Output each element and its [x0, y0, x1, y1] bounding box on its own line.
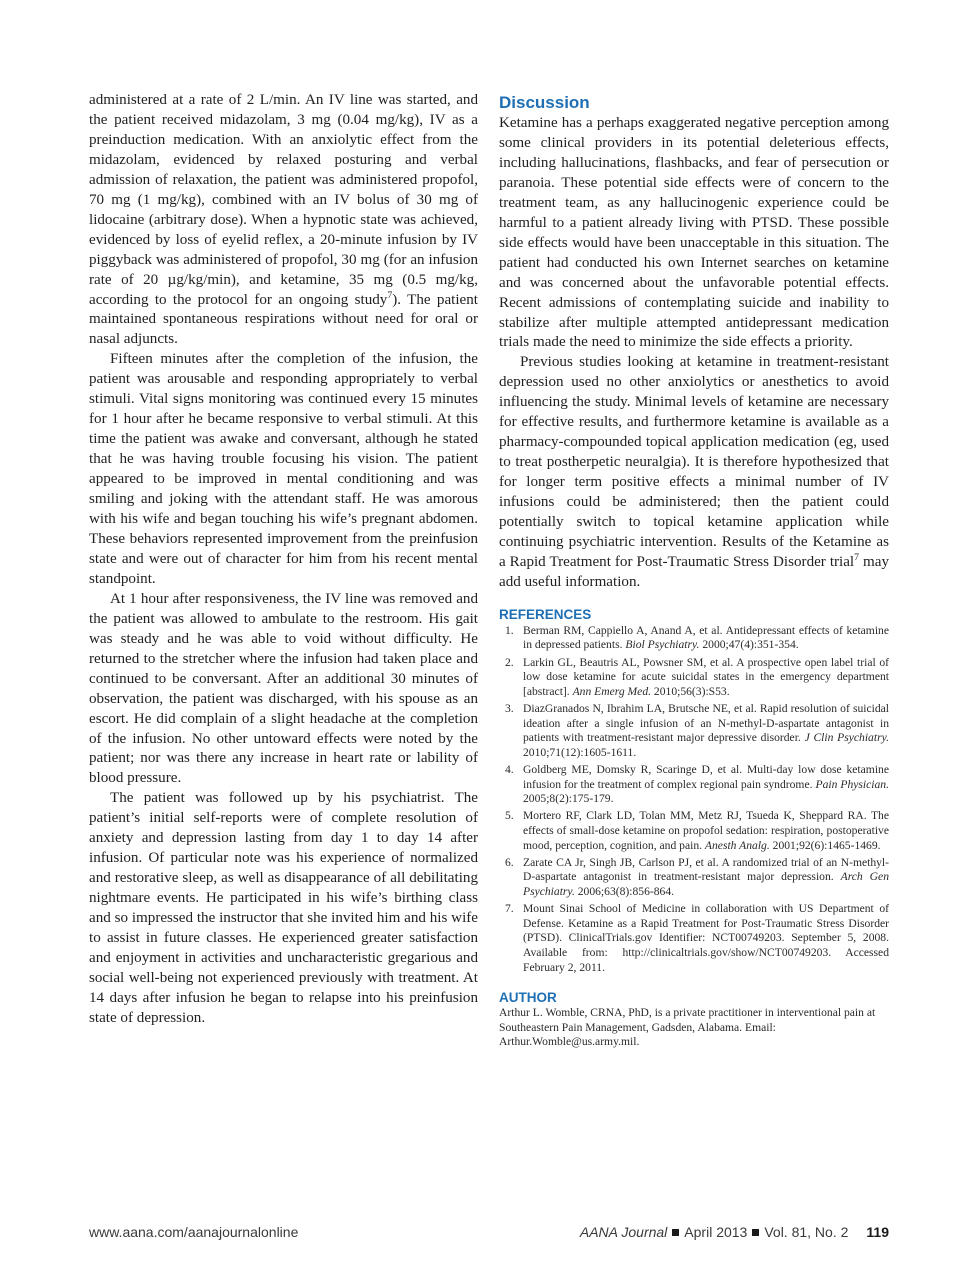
footer-citation — [580, 1224, 889, 1240]
reference-item: 2. Larkin GL, Beautris AL, Powsner SM, et al. A prospective open label trial of low dose ketamine for acute suicidal states in the emergency department [abstract]. Ann Emerg Med. 2010;56(3):S53. — [505, 655, 889, 698]
body-paragraph: administered at a rate of 2 L/min. An IV line was started, and the patient received midazolam, 3 mg (0.04 mg/kg), IV as a preinduction medication. With an anxiolytic effect from the midazolam, evidenced by relaxed posturing and verbal admission of relaxation, the patient was administered propofol, 70 mg (1 mg/kg), combined with an IV bolus of 30 mg of lidocaine (arbitrary dose). When a hypnotic state was achieved, evidenced by loss of eyelid reflex, a 20-minute infusion by IV piggyback was administered of propofol, 30 mg (for an infusion rate of 20 µg/kg/min), and ketamine, 35 mg (0.5 mg/kg, according to the protocol for an ongoing study$^7$). The patient maintained spontaneous respirations without need for oral or nasal adjuncts. — [89, 92, 478, 348]
footer-journal: AANA Journal — [579, 1224, 668, 1240]
discussion-heading: Discussion — [499, 93, 590, 112]
square-bullet-icon — [752, 1229, 759, 1236]
author-bio: Arthur L. Womble, CRNA, PhD, is a private practitioner in interventional pain at Southeastern Pain Management, Gadsden, Alabama. Email: Arthur.Womble@us.army.mil. — [499, 1006, 876, 1049]
footer-date: April 2013 — [684, 1224, 748, 1240]
reference-item: 3. DiazGranados N, Ibrahim LA, Brutsche NE, et al. Rapid resolution of suicidal ideation after a single infusion of an N-methyl-D-aspartate antagonist in patients with treatment-resistant major depressive disorder. J Clin Psychiatry. 2010;71(12):1605-1611. — [505, 702, 889, 759]
right-column — [499, 91, 889, 1050]
square-bullet-icon — [672, 1229, 679, 1236]
left-column — [89, 91, 478, 1029]
reference-item: 1. Berman RM, Cappiello A, Anand A, et al. Antidepressant effects of ketamine in depressed patients. Biol Psychiatry. 2000;47(4):351-354. — [505, 623, 889, 652]
page-footer — [89, 1224, 889, 1242]
discussion-paragraph: Ketamine has a perhaps exaggerated negative perception among some clinical providers in its potential deleterious effects, including hallucinations, flashbacks, and fear of persecution or paranoia. These potential side effects were of concern to the treatment team, as any hallucinogenic experience could be harmful to a patient already living with PTSD. These possible side effects would have been unacceptable in this situation. The patient had conducted his own Internet searches on ketamine and was concerned about the unfavorable potential effects. Recent admissions of contemplating suicide and inability to stabilize after multiple attempted antidepressant medication trials made the need to minimize the side effects a priority. — [499, 115, 889, 351]
references-heading: REFERENCES — [499, 606, 592, 622]
body-paragraph: The patient was followed up by his psychiatrist. The patient’s initial self-reports were of complete resolution of anxiety and depression lasting from day 1 to day 14 after infusion. Of particular note was his experience of normalized and restorative sleep, as well as disappearance of all debilitating nightmare events. He participated in his wife’s birthing class and so impressed the instructor that she invited him and his wife to assist in future classes. He experienced greater satisfaction and enjoyment in activities and uncharacteristic gregarious and social well-being not experienced previously with treatment. At 14 days after infusion he began to relapse into his preinfusion state of depression. — [89, 790, 478, 1026]
footer-url[interactable]: www.aana.com/aanajournalonline — [89, 1224, 299, 1240]
body-paragraph: At 1 hour after responsiveness, the IV line was removed and the patient was allowed to ambulate to the restroom. His gait was steady and he was able to void without difficulty. He returned to the stretcher where the infusion had taken place and continued to be conversant. After an additional 30 minutes of observation, the patient was discharged, with his spouse as an escort. He did complain of a slight headache at the completion of the infusion. No other untoward effects were noted by the patient; nor was there any increase in heart rate or lability of blood pressure. — [89, 590, 478, 787]
discussion-paragraph: Previous studies looking at ketamine in treatment-resistant depression used no other anxiolytics or anesthetics to avoid influencing the study. Minimal levels of ketamine are necessary for effective results, and furthermore ketamine is available as a pharmacy-compounded topical application medication (eg, used to treat postherpetic neuralgia). It is therefore hypothesized that for longer term positive effects a minimal number of IV infusions could be administered; then the patient could potentially switch to topical ketamine application while continuing psychiatric intervention. Results of the Ketamine as a Rapid Treatment for Post-Traumatic Stress Disorder trial$^7$ may add useful information. — [499, 354, 889, 590]
reference-item: 4. Goldberg ME, Domsky R, Scaringe D, et al. Multi-day low dose ketamine infusion for the treatment of complex regional pain syndrome. Pain Physician. 2005;8(2):175-179. — [505, 763, 889, 806]
footer-volume: Vol. 81, No. 2 — [764, 1224, 849, 1240]
reference-item: 6. Zarate CA Jr, Singh JB, Carlson PJ, et al. A randomized trial of an N-methyl-D-aspartate antagonist in treatment-resistant major depression. Arch Gen Psychiatry. 2006;63(8):856-864. — [505, 855, 889, 898]
author-heading: AUTHOR — [499, 990, 557, 1006]
reference-item: 7. Mount Sinai School of Medicine in collaboration with US Department of Defense. Ketamine as a Rapid Treatment for Post-Traumatic Stress Disorder (PTSD). ClinicalTrials.gov Identifier: NCT00749203. September 5, 2008. Available from: http://clinicaltrials.gov/show/NCT00749203. Accessed February 2, 2011. — [505, 902, 889, 974]
reference-item: 5. Mortero RF, Clark LD, Tolan MM, Metz RJ, Tsueda K, Sheppard RA. The effects of small-dose ketamine on propofol sedation: respiration, postoperative mood, perception, cognition, and pain. Anesth Analg. 2001;92(6):1465-1469. — [505, 809, 889, 852]
page-number: 119 — [866, 1224, 889, 1240]
body-paragraph: Fifteen minutes after the completion of the infusion, the patient was arousable and responding appropriately to verbal stimuli. Vital signs monitoring was continued every 15 minutes for 1 hour after he became responsive to verbal stimuli. At this time the patient was awake and conversant, although he stated that he was having trouble focusing his vision. The patient appeared to be improved in mental conditioning and was smiling and joking with the attendant staff. He was amorous with his wife and began touching his wife’s pregnant abdomen. These behaviors represented improvement from the preinfusion state and were out of character for him from his recent mental standpoint. — [89, 351, 478, 587]
references-list — [499, 624, 889, 975]
